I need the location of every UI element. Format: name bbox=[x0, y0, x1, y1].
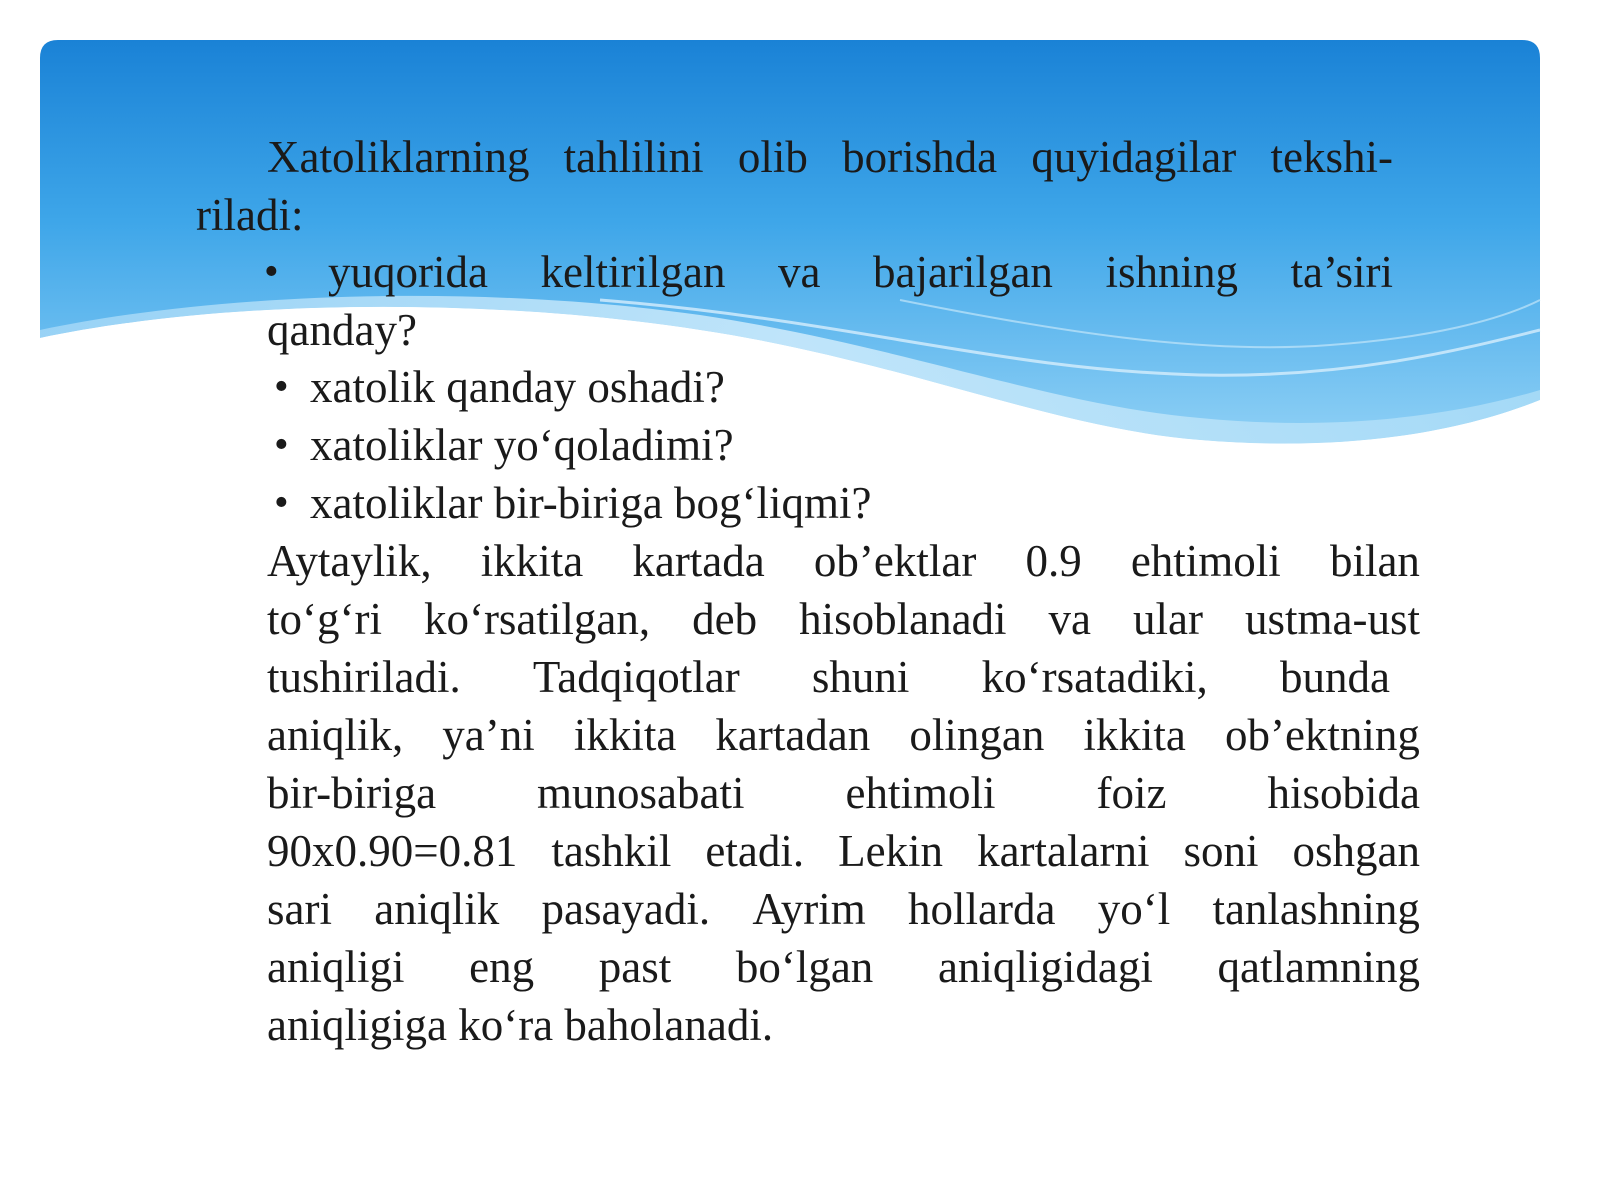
word: 90x0.90=0.81 bbox=[267, 826, 518, 876]
word: aniqlik, bbox=[267, 710, 404, 760]
word: ehtimoli bbox=[845, 768, 996, 818]
word: yo‘l bbox=[1097, 884, 1171, 934]
word: Lekin bbox=[838, 826, 944, 876]
word: olib bbox=[737, 132, 808, 182]
paragraph-line-8 bbox=[267, 938, 1420, 996]
word: tushiriladi. bbox=[267, 652, 461, 702]
word: ob’ektlar bbox=[813, 536, 977, 586]
bullet-symbol: • bbox=[274, 364, 289, 410]
bullet-item-3: xatoliklar yo‘qoladimi? bbox=[310, 420, 734, 470]
word: foiz bbox=[1096, 768, 1167, 818]
paragraph-last-line: aniqligiga ko‘ra baholanadi. bbox=[267, 1000, 774, 1050]
paragraph-line-7 bbox=[267, 880, 1420, 938]
word: soni bbox=[1183, 826, 1259, 876]
word: ko‘rsatadiki, bbox=[981, 652, 1208, 702]
bullet-symbol: • bbox=[274, 422, 289, 468]
word: Ayrim bbox=[752, 884, 866, 934]
word: ular bbox=[1133, 594, 1203, 644]
word: past bbox=[598, 942, 672, 992]
bullet-item-1-line-1 bbox=[328, 243, 1393, 301]
word: bunda bbox=[1279, 652, 1390, 702]
word: etadi. bbox=[705, 826, 805, 876]
intro-line-1 bbox=[267, 128, 1393, 186]
word: oshgan bbox=[1292, 826, 1420, 876]
word: aniqligidagi bbox=[937, 942, 1153, 992]
word: ta’siri bbox=[1290, 247, 1393, 297]
word: aniqligi bbox=[267, 942, 405, 992]
paragraph-line-3 bbox=[267, 648, 1390, 706]
word: Tadqiqotlar bbox=[532, 652, 740, 702]
paragraph-line-6 bbox=[267, 822, 1420, 880]
word: bilan bbox=[1329, 536, 1420, 586]
paragraph-line-5 bbox=[267, 764, 1420, 822]
word: borishda bbox=[842, 132, 998, 182]
word: ya’ni bbox=[442, 710, 535, 760]
paragraph-line-2 bbox=[267, 590, 1420, 648]
bullet-item-2: xatolik qanday oshadi? bbox=[310, 362, 725, 412]
word: ikkita bbox=[1083, 710, 1186, 760]
word: kartalarni bbox=[977, 826, 1150, 876]
word: Xatoliklarning bbox=[267, 132, 530, 182]
word: keltirilgan bbox=[540, 247, 726, 297]
bullet-symbol: • bbox=[274, 480, 289, 526]
bullet-symbol: • bbox=[264, 249, 279, 295]
word: bo‘lgan bbox=[735, 942, 874, 992]
bullet-item-1-line-2: qanday? bbox=[267, 305, 417, 355]
word: deb bbox=[692, 594, 758, 644]
word: kartada bbox=[632, 536, 765, 586]
word: ishning bbox=[1105, 247, 1238, 297]
word: aniqlik bbox=[374, 884, 500, 934]
word: ko‘rsatilgan, bbox=[423, 594, 651, 644]
word: ob’ektning bbox=[1224, 710, 1420, 760]
word: kartadan bbox=[715, 710, 871, 760]
word: 0.9 bbox=[1025, 536, 1082, 586]
word: shuni bbox=[811, 652, 910, 702]
word: tanlashning bbox=[1212, 884, 1420, 934]
word: ikkita bbox=[573, 710, 677, 760]
word: quyidagilar bbox=[1031, 132, 1237, 182]
word: qatlamning bbox=[1217, 942, 1420, 992]
word: bir-biriga bbox=[267, 768, 437, 818]
word: munosabati bbox=[537, 768, 745, 818]
word: hisobida bbox=[1267, 768, 1420, 818]
bullet-item-4: xatoliklar bir-biriga bog‘liqmi? bbox=[310, 478, 872, 528]
word: sari bbox=[267, 884, 332, 934]
word: olingan bbox=[909, 710, 1045, 760]
word: pasayadi. bbox=[541, 884, 711, 934]
word: hollarda bbox=[908, 884, 1056, 934]
word: tashkil bbox=[551, 826, 672, 876]
word: ikkita bbox=[480, 536, 584, 586]
paragraph-line-4 bbox=[267, 706, 1420, 764]
word: to‘g‘ri bbox=[267, 594, 382, 644]
paragraph-line-1 bbox=[267, 532, 1420, 590]
word: ehtimoli bbox=[1130, 536, 1281, 586]
word: yuqorida bbox=[328, 247, 488, 297]
word: va bbox=[777, 247, 821, 297]
word: eng bbox=[469, 942, 535, 992]
word: tekshi- bbox=[1270, 132, 1393, 182]
word: Aytaylik, bbox=[267, 536, 432, 586]
intro-line-2: riladi: bbox=[196, 190, 304, 240]
word: tahlilini bbox=[563, 132, 704, 182]
word: bajarilgan bbox=[873, 247, 1053, 297]
word: va bbox=[1048, 594, 1092, 644]
word: ustma-ust bbox=[1244, 594, 1420, 644]
word: hisoblanadi bbox=[799, 594, 1007, 644]
